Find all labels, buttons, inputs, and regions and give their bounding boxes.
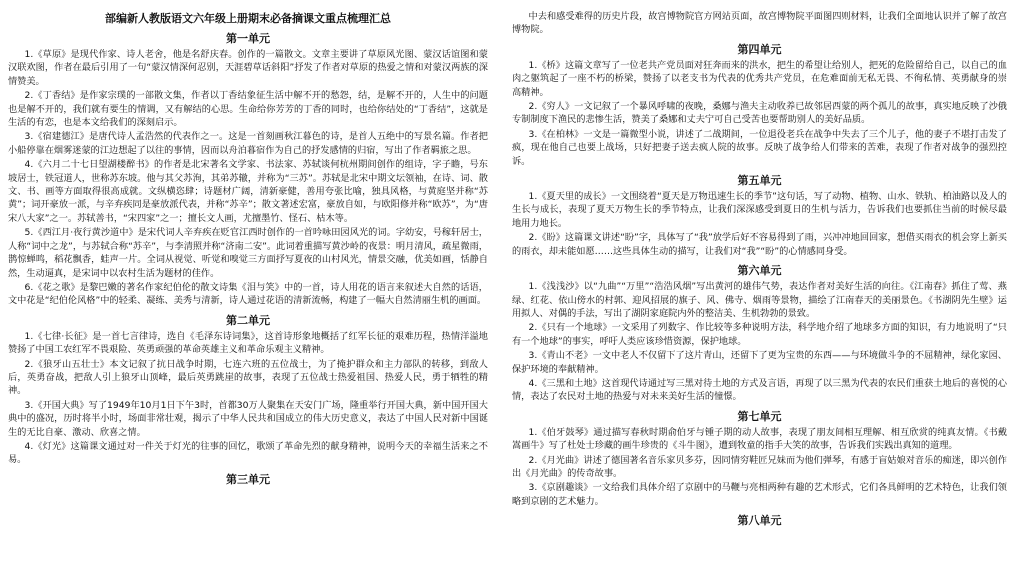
summary-paragraph: 4.《三黑和土地》这首现代诗通过写三黑对待土地的方式及言语，再现了以三黑为代表的农民们重获土地后的喜悦的心情，表达了农民对土地的热爱与对未来美好生活的憧憬。 xyxy=(512,377,1007,403)
summary-paragraph: 2.《盼》这篇课文讲述“盼”字，具体写了“我”放学后好不容易得到了雨，兴冲冲地回回家，想借买雨衣的机会穿上新买的雨衣，却未能如愿……这些具体生动的描写，让我们对“我”“盼”的心情感同身受。 xyxy=(512,232,1007,257)
document-title: 部编新人教版语文六年级上册期末必备摘课文重点梳理汇总 xyxy=(105,12,391,25)
summary-paragraph: 4.《灯光》这篇课文通过对一件关于灯光的往事的回忆，歌颂了革命先烈的献身精神，说明今天的幸福生活来之不易。 xyxy=(8,440,488,466)
summary-paragraph: 2.《穷人》一文记叙了一个暴风呼啸的夜晚，桑娜与渔夫主动收养已故邻居西蒙的两个孤儿的故事，真实地反映了沙俄专制制度下渔民的悲惨生活，赞美了桑娜和丈夫宁可自己受苦也要帮助别人的美好品质。 xyxy=(512,101,1007,126)
summary-paragraph: 1.《浅浅沙》以“九曲”“万里”“浩浩风烟”写出黄河的雄伟气势，表达作者对美好生活的向往。《江南春》抓住了莺、燕绿、红花、依山傍水的村郭、迎风招展的旗子、风、佛寺、烟雨等景物，描绘了江南春天的美丽景色。《书湖阴先生壁》运用拟人、对偶的手法，写出了湖阴家庭院内外的整洁美、生机勃勃的景致。 xyxy=(512,281,1007,319)
summary-paragraph: 1.《夏天里的成长》一文围绕着“夏天是万物迅速生长的季节”这句话，写了动物、植物、山水、铁轨、柏油路以及人的生长与成长，表现了夏天万物生长的季节特点，让我们深深感受到夏日的生机与活力，告诉我们也要抓住当前的时候尽最地用力地长。 xyxy=(512,191,1007,229)
summary-paragraph: 1.《草原》是现代作家、诗人老舍，他是名舒庆春。创作的一篇散文。文章主要讲了草原风光图、蒙汉话谊图和蒙汉联欢图，作者在最后引用了一句“蒙汉情深何忍别，天涯碧草话斜阳”抒发了作者对草原的热爱之情和对蒙汉两族的深情赞美。 xyxy=(8,49,488,87)
right-column-body xyxy=(512,10,1007,528)
unit-heading: 第四单元 xyxy=(737,42,782,56)
summary-paragraph: 1.《七律·长征》是一首七言律诗，选自《毛泽东诗词集》，这首诗形象地概括了红军长征的艰难历程，热情洋溢地赞扬了中国工农红军不畏艰险、英勇顽强的革命英雄主义和革命乐观主义精神。 xyxy=(8,330,488,356)
unit-heading: 第三单元 xyxy=(226,472,270,486)
summary-paragraph: 1.《伯牙鼓琴》通过描写春秋时期俞伯牙与锺子期的动人故事，表现了朋友间相互理解、相互欣赏的纯真友情。《书戴嵩画牛》写了杜处士珍藏的画牛珍贵的《斗牛图》，遭到牧童的指手大笑的故事，告诉我们实践出真知的道理。 xyxy=(512,426,1007,452)
left-column xyxy=(8,10,488,568)
summary-paragraph: 3.《宿建德江》是唐代诗人孟浩然的代表作之一。这是一首刻画秋江暮色的诗，是首人五绝中的写景名篇。作者把小船停靠在烟雾迷蒙的江边想起了以往的事情，因而以舟泊暮宿作为自己的抒发感情的归宿，写出了作者羁旅之思。 xyxy=(8,131,488,156)
right-column xyxy=(512,10,1007,568)
summary-paragraph: 3.《京剧趣谈》一文给我们具体介绍了京剧中的马鞭与亮相两种有趣的艺术形式，它们各具鲜明的艺术特色，让我们领略到京剧的艺术魅力。 xyxy=(512,482,1007,507)
summary-paragraph: 3.《在柏林》一文是一篇微型小说，讲述了二战期间，一位退役老兵在战争中失去了三个儿子，他的妻子不堪打击发了疯，现在他自己也要上战场，只好把妻子送去疯人院的故事。反映了战争给人们带来的苦难，表现了作者对战争的强烈控诉。 xyxy=(512,128,1007,167)
unit-heading: 第一单元 xyxy=(226,32,270,45)
summary-paragraph: 中去和感受难得的历史片段，故宫博物院官方网站页面，故宫博物院平面图四则材料，让我们全面地认识并了解了故宫博物院。 xyxy=(512,11,1007,36)
summary-paragraph: 4.《六月二十七日望湖楼醉书》的作者是北宋著名文学家、书法家、苏轼谈何杭州期间创作的组诗，字子瞻，号东坡居士，铁冠道人，世称苏东坡。他与其父苏洵，其弟苏辙，并称为“三苏”。苏轼是北宋中期文坛领袖，在诗、词、散文、书、画等方面取得很高成就。文纵横恣肆；诗题材广阔，清新豪健，善用夸张比喻，独具风格，与黄庭坚并称“苏黄”；词开豪放一派，与辛弃疾同是豪放派代表，并称“苏辛”；散文著述宏富，豪放自如，与欧阳修并称“欧苏”，为“唐宋八大家”之一。苏轼善书，“宋四家”之一；擅长文人画，尤擅墨竹、怪石、枯木等。 xyxy=(8,159,488,224)
summary-paragraph: 2.《丁香结》是作家宗璞的一部散文集，作者以丁香结象征生活中解不开的愁怨，结，是解不开的，人生中的问题也是解不开的，我们就有要生的情调，又有解结的心思。生命给你芳芳的丁香的同时，也给你结处的“丁香结”，这就是生活的有恋，也是本文给我们的深刻启示。 xyxy=(8,90,488,129)
summary-paragraph: 1.《桥》这篇文章写了一位老共产党员面对狂奔而来的洪水，把生的希望让给别人，把死的危险留给自己，以自己的血肉之躯筑起了一座不朽的桥梁，赞扬了以老支书为代表的优秀共产党员，在危难面前无私无畏、不徇私情、英勇献身的崇高精神。 xyxy=(512,59,1007,98)
unit-heading: 第六单元 xyxy=(737,264,782,278)
unit-heading: 第五单元 xyxy=(737,174,782,188)
unit-heading: 第八单元 xyxy=(737,514,782,528)
summary-paragraph: 5.《西江月·夜行黄沙道中》是宋代词人辛弃疾在贬官江西时创作的一首吟咏田园风光的词。字幼安，号稼轩居士，人称“词中之龙”，与苏轼合称“苏辛”，与李清照并称“济南二安”。此词着重描写黄沙岭的夜景：明月清风，疏星微雨，鹊惊蝉鸣，稻花飘香，蛙声一片。全词从视觉、听觉和嗅觉三方面抒写夏夜的山村风光，情景交融，优美如画，恬静自然，生动逼真，是宋词中以农村生活为题材的佳作。 xyxy=(8,227,488,279)
summary-paragraph: 2.《狼牙山五壮士》本文记叙了抗日战争时期，七连六班的五位战士，为了掩护群众和主力部队的转移，到敌人后，英勇奋战，把敌人引上狼牙山顶峰，最后英勇跳崖的故事，表现了五位战士热爱祖国、热爱人民，勇于牺牲的精神。 xyxy=(8,358,488,397)
unit-heading: 第二单元 xyxy=(226,313,270,327)
left-column-body xyxy=(8,30,488,487)
unit-heading: 第七单元 xyxy=(737,409,782,423)
summary-paragraph: 6.《花之歌》是黎巴嫩的著名作家纪伯伦的散文诗集《泪与笑》中的一首，诗人用花的语言来叙述大自然的话语，文中花是“纪伯伦风格”中的轻柔、凝练、美秀与清新，诗人通过花语的清新流畅，构建了一幅大自然清丽生机的画面。 xyxy=(8,281,488,307)
summary-paragraph: 2.《月光曲》讲述了德国著名音乐家贝多芬，因同情穷鞋匠兄妹而为他们弹琴，有感于盲姑娘对音乐的痴迷，即兴创作出《月光曲》的传奇故事。 xyxy=(512,454,1007,479)
summary-paragraph: 3.《开国大典》写了1949年10月1日下午3时，首都30万人聚集在天安门广场，隆重举行开国大典，新中国开国大典中的盛况，历时将半小时，场面非常壮观，揭示了中华人民共和国成立的伟大历史意义，表达了中国人民对新中国诞生的无比自豪、激动、欣喜之情。 xyxy=(8,399,488,438)
summary-paragraph: 3.《青山不老》一文中老人不仅留下了这片青山，还留下了更为宝贵的东西——与环境做斗争的不屈精神，绿化家园、保护环境的奉献精神。 xyxy=(512,350,1007,375)
summary-paragraph: 2.《只有一个地球》一文采用了列数字、作比较等多种说明方法，科学地介绍了地球多方面的知识，有力地说明了“只有一个地球”的事实，呼吁人类应该珍惜资源，保护地球。 xyxy=(512,322,1007,347)
